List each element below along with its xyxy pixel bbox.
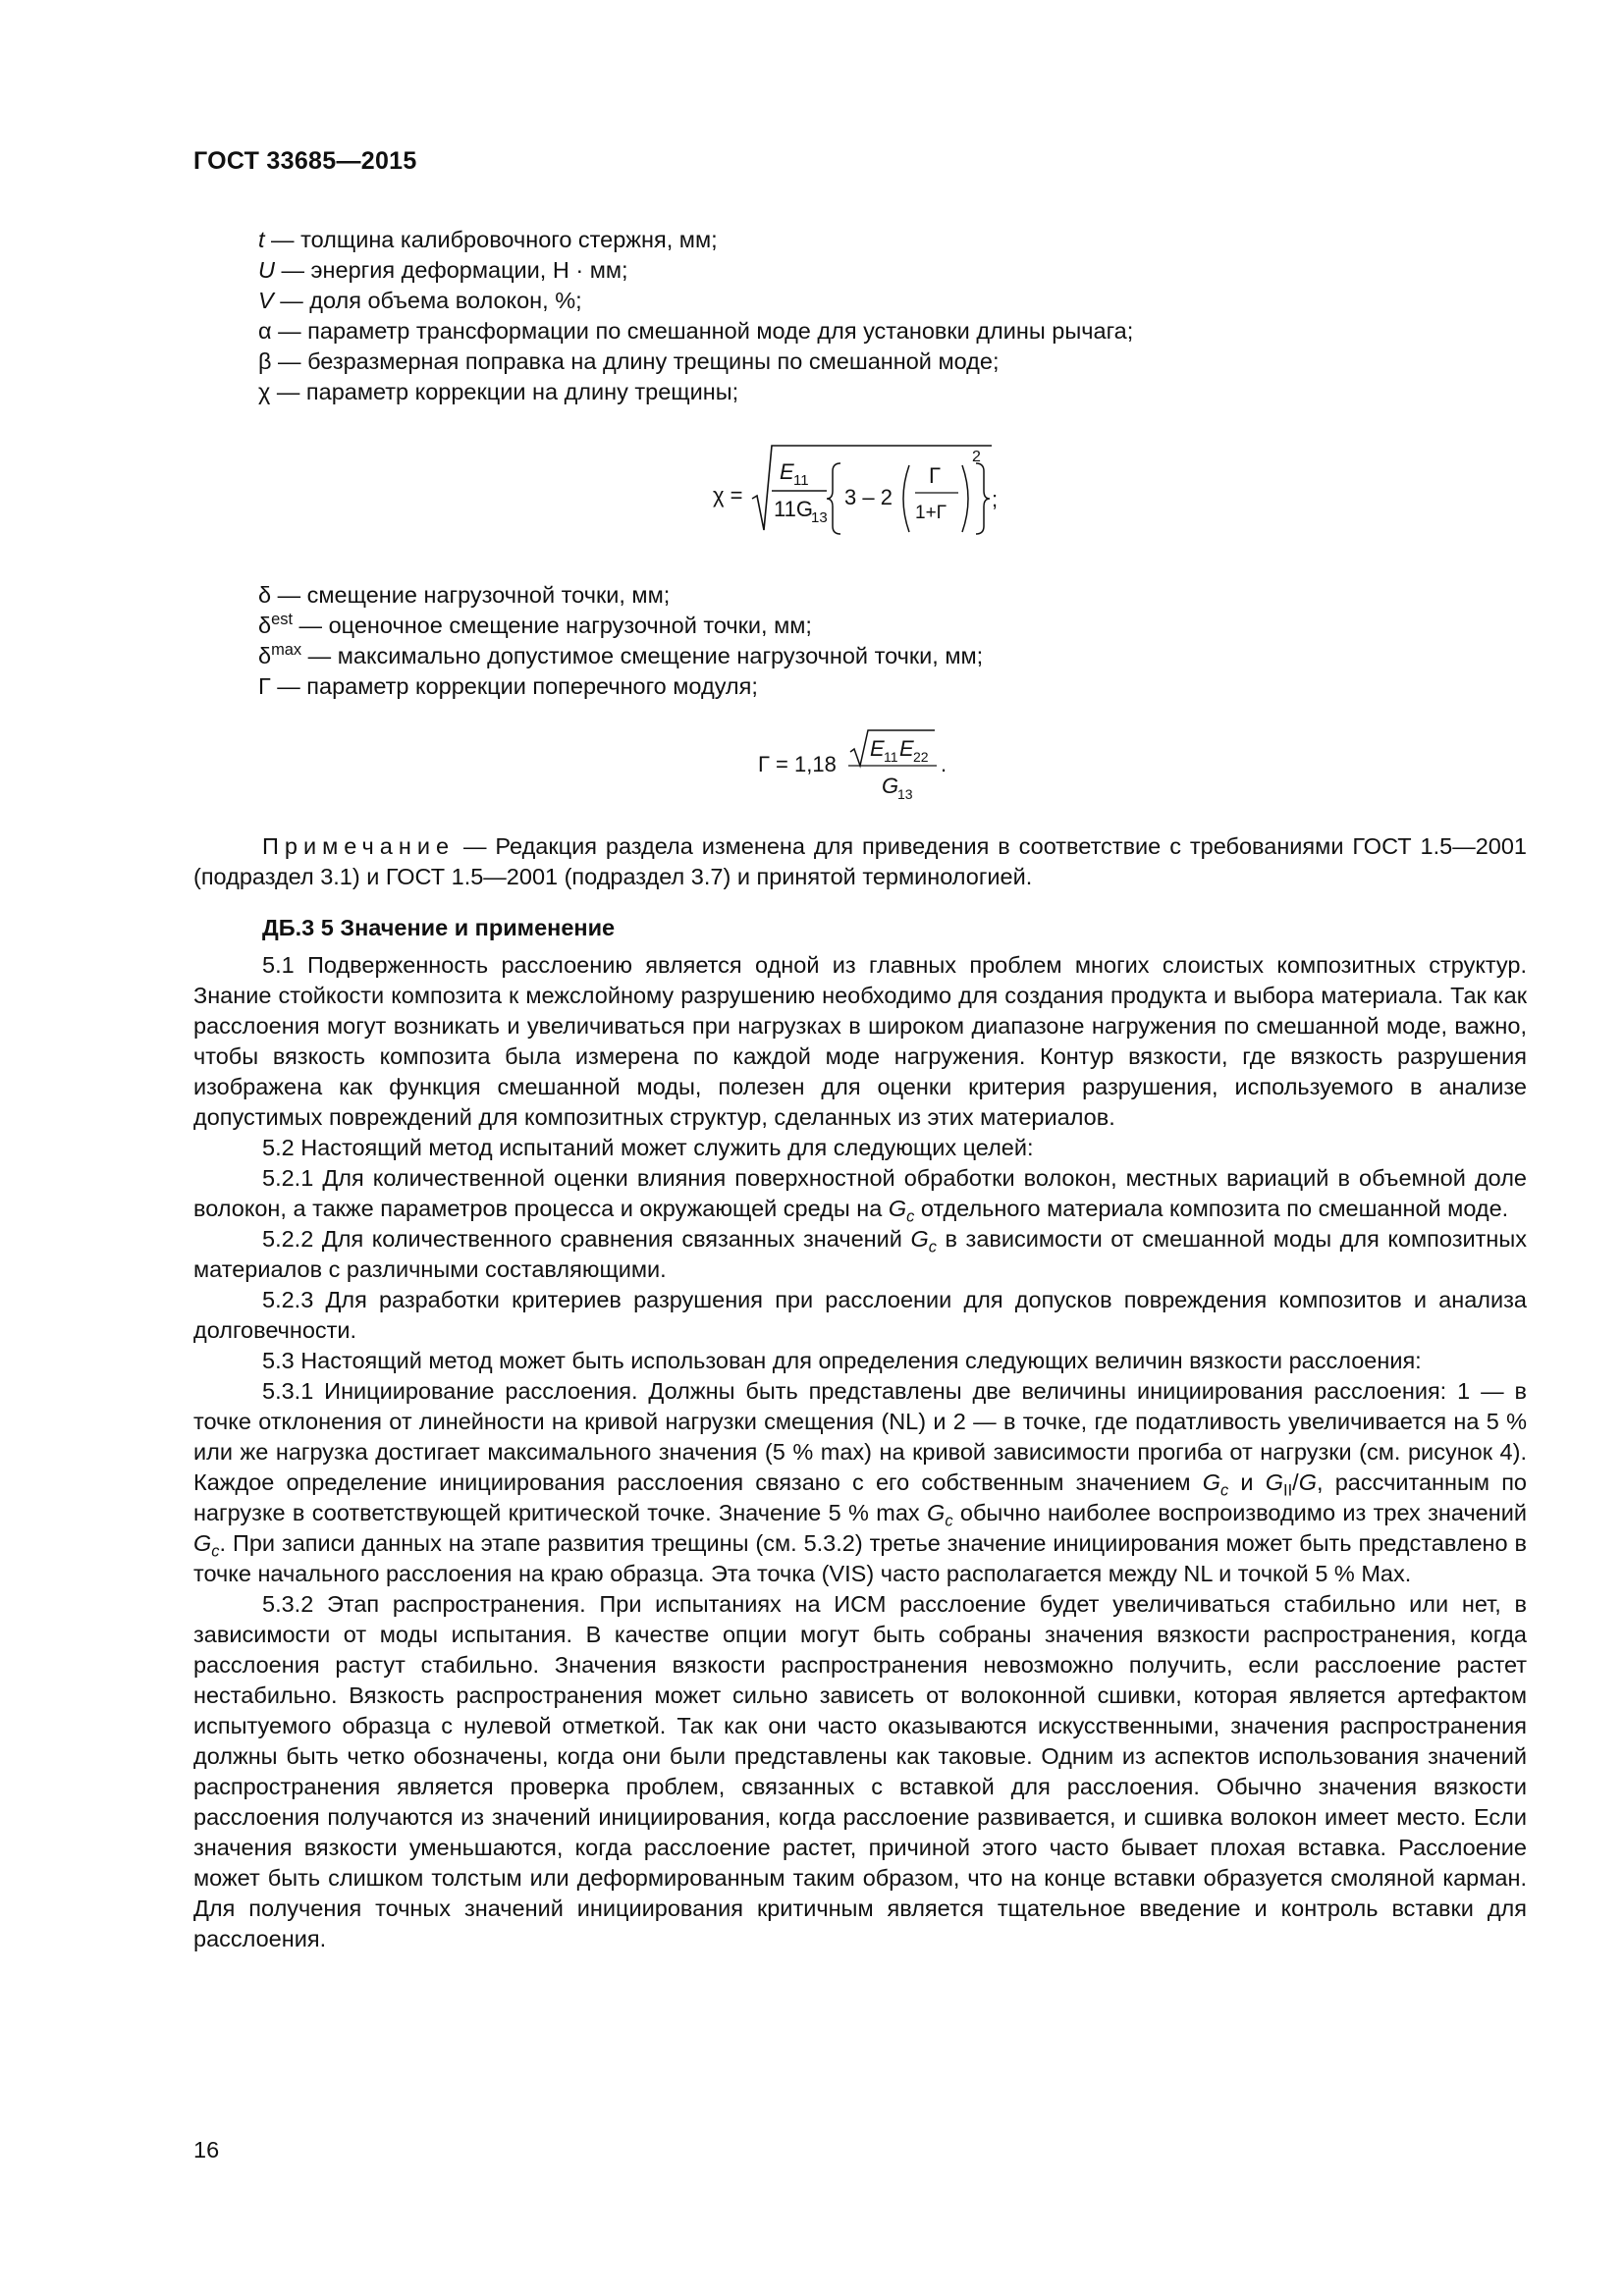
symbol-sub: II [1283, 1481, 1293, 1500]
text-run: обычно наиболее воспроизводимо из трех значений [952, 1500, 1527, 1525]
definition-symbol: δ [258, 613, 272, 638]
definition-item [258, 286, 1133, 316]
definitions-list-1 [258, 225, 1133, 407]
definition-item [258, 377, 1133, 407]
definition-text: — смещение нагрузочной точки, мм; [271, 582, 671, 608]
definition-item [258, 347, 1133, 377]
left-paren [903, 465, 909, 532]
symbol-sub: c [906, 1207, 915, 1226]
definition-symbol: χ [258, 379, 271, 404]
paragraph-5-2-2 [193, 1224, 1527, 1285]
formula-lhs: χ = [713, 483, 743, 507]
symbol-g: G [1265, 1469, 1284, 1495]
formula-end: ; [992, 487, 999, 511]
definition-text: — параметр коррекции на длину трещины; [270, 379, 739, 404]
formula-exponent: 2 [972, 449, 981, 465]
text-run: и [1228, 1469, 1266, 1495]
paragraph-5-2-3: 5.2.3 Для разработки критериев разрушения при расслоении для допусков повреждения композитов и анализа долговечности. [193, 1287, 1527, 1343]
paragraph-5-1: 5.1 Подверженность расслоению является одной из главных проблем многих слоистых композитных структур. Знание стойкости композита к межслойному разрушению необходимо для создания продукта и выбора материала. Так как расслоения могут возникать и увеличиваться при нагрузках в широком диапазоне нагружения по смешанной моде, важно, чтобы вязкость композита была измерена по каждой моде нагружения. Контур вязкости, где вязкость разрушения изображена как функция смешанной моды, полезен для оценки критерия разрушения, используемого в анализе допустимых повреждений для композитных структур, сделанных из этих материалов. [193, 952, 1527, 1130]
formula-num-sub: 11 [793, 472, 809, 489]
text-run: отдельного материала композита по смешанной моде. [914, 1196, 1509, 1221]
text-run: . При записи данных на этапе развития трещины (см. 5.3.2) третье значение инициирования может быть представлено в точке начального расслоения на краю образца. Эта точка (VIS) часто располагается между NL и точкой 5 % Max. [193, 1530, 1527, 1586]
definition-item [258, 580, 983, 611]
formula-end: . [941, 752, 947, 776]
definition-symbol: δ [258, 643, 272, 668]
definition-item [258, 671, 983, 702]
definition-item [258, 255, 1133, 286]
right-brace [976, 463, 990, 534]
formula-den: 11G [774, 497, 813, 521]
symbol-g: G [888, 1196, 907, 1221]
definition-item [258, 316, 1133, 347]
definition-symbol: t [258, 227, 265, 252]
paragraph-5-3: 5.3 Настоящий метод может быть использован для определения следующих величин вязкости расслоения: [262, 1348, 1422, 1373]
text-run: / [1292, 1469, 1299, 1495]
note-block [193, 831, 1527, 892]
formula-den-sub: 13 [811, 509, 828, 526]
definition-text: — энергия деформации, Н · мм; [274, 257, 628, 283]
formula-den: G [882, 774, 899, 798]
formula-num-sub: 11 [884, 749, 898, 765]
definitions-list-2 [258, 580, 983, 702]
definition-text: — максимально допустимое смещение нагрузочной точки, мм; [301, 643, 984, 668]
formula-frac-num: Г [929, 463, 941, 488]
formula-num2: E [899, 736, 914, 761]
left-brace [827, 463, 840, 534]
formula-num: E [870, 736, 885, 761]
formula-num: E [780, 459, 794, 484]
definition-text: — оценочное смещение нагрузочной точки, мм; [293, 613, 812, 638]
symbol-sub: c [1220, 1481, 1229, 1500]
section-body [193, 913, 1527, 1954]
definition-text: — параметр коррекции поперечного модуля; [270, 673, 758, 699]
paragraph-5-3-1 [193, 1376, 1527, 1589]
symbol-sub: c [928, 1238, 937, 1256]
definition-text: — безразмерная поправка на длину трещины по смешанной моде; [271, 348, 1000, 374]
paragraph-5-2: 5.2 Настоящий метод испытаний может служить для следующих целей: [262, 1135, 1034, 1160]
paragraph-5-2-1 [193, 1163, 1527, 1224]
formula-num-sub2: 22 [913, 749, 929, 765]
note-label: Примечание [262, 833, 456, 859]
right-paren [962, 465, 968, 532]
formula-gamma [756, 726, 952, 815]
definition-symbol: Г [258, 673, 271, 699]
definition-text: — параметр трансформации по смешанной моде для установки длины рычага; [271, 318, 1134, 344]
definition-symbol: α [258, 318, 272, 344]
definition-text: — толщина калибровочного стержня, мм; [264, 227, 718, 252]
formula-chi [705, 442, 1000, 540]
formula-frac-den: 1+Г [915, 503, 947, 523]
text-run: 5.2.1 Для количественной оценки влияния поверхностной обработки волокон, местных вариаций в объемной доле волокон, а также параметров процесса и окружающей среды на [193, 1165, 1527, 1221]
text-run: 5.2.2 Для количественного сравнения связанных значений [262, 1226, 911, 1252]
symbol-g: G [927, 1500, 946, 1525]
text-run: , рассчитанным по нагрузке в соответствующей критической точке. Значение 5 % max [193, 1469, 1527, 1525]
text-run: в зависимости от смешанной моды для композитных материалов с различными составляющими. [193, 1226, 1527, 1282]
formula-inner: 3 – 2 [844, 485, 893, 509]
symbol-g: G [193, 1530, 212, 1556]
definition-symbol: V [258, 288, 274, 313]
formula-den-sub: 13 [897, 786, 913, 802]
paragraph-5-3-2: 5.3.2 Этап распространения. При испытаниях на ИСМ расслоение будет увеличиваться стабильно или нет, в зависимости от моды испытания. В качестве опции могут быть собраны значения вязкости распространения, когда расслоения растут стабильно. Значения вязкости распространения невозможно получить, если расслоение растет нестабильно. Вязкость распространения может сильно зависеть от волоконной сшивки, которая является артефактом испытуемого образца с нулевой отметкой. Так как они часто оказываются искусственными, значения распространения должны быть четко обозначены, когда они были представлены как таковые. Одним из аспектов использования значений распространения является проверка проблем, связанных с вставкой для расслоения. Обычно значения вязкости расслоения получаются из значений инициирования, когда расслоение развивается, и сшивка волокон имеет место. Если значения вязкости уменьшаются, когда расслоение растет, причиной этого часто бывает плохая вставка. Расслоение может быть слишком толстым или деформированным таким образом, что на конце вставки образуется смоляной карман. Для получения точных значений инициирования критичным является тщательное введение и контроль вставки для расслоения. [193, 1591, 1527, 1951]
document-header: ГОСТ 33685—2015 [193, 147, 417, 175]
definition-item [258, 641, 983, 671]
symbol-g: G [1298, 1469, 1317, 1495]
symbol-g: G [1202, 1469, 1221, 1495]
page-number: 16 [193, 2137, 220, 2163]
symbol-sub: c [945, 1512, 953, 1530]
definition-sup: est [271, 611, 294, 629]
note-text: — Редакция раздела изменена для приведения в соответствие с требованиями ГОСТ 1.5—2001 (подраздел 3.1) и ГОСТ 1.5—2001 (подраздел 3.7) и принятой терминологией. [193, 833, 1527, 889]
text-run: 5.3.1 Инициирование расслоения. Должны быть представлены две величины инициирования расслоения: 1 — в точке отклонения от линейности на кривой нагрузки смещения (NL) и 2 — в точке, где податливость увеличивается на 5 % или же нагрузка достигает максимального значения (5 % max) на кривой зависимости прогиба от нагрузки (см. рисунок 4). Каждое определение инициирования расслоения связано с его собственным значением [193, 1378, 1527, 1495]
definition-sup: max [271, 641, 302, 660]
note-paragraph [193, 831, 1527, 892]
definition-text: — доля объема волокон, %; [273, 288, 582, 313]
section-heading: ДБ.3 5 Значение и применение [262, 915, 616, 940]
definition-item [258, 611, 983, 641]
symbol-sub: c [211, 1542, 220, 1561]
definition-item [258, 225, 1133, 255]
definition-symbol: δ [258, 582, 272, 608]
definition-symbol: U [258, 257, 275, 283]
symbol-g: G [910, 1226, 929, 1252]
formula-lhs: Г = 1,18 [758, 752, 837, 776]
definition-symbol: β [258, 348, 272, 374]
